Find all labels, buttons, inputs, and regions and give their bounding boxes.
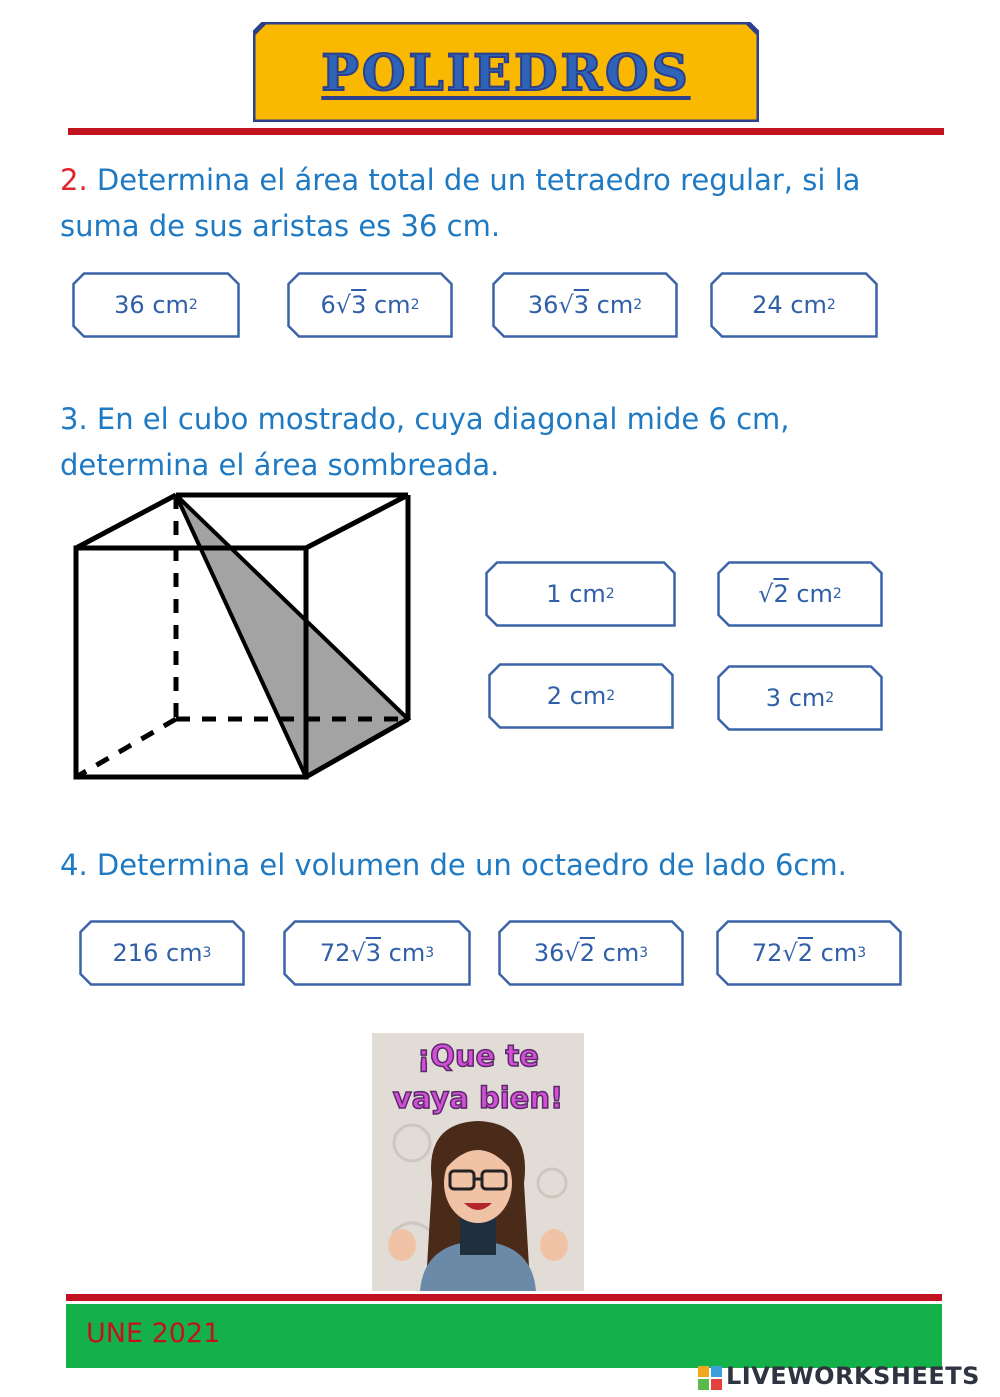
q3-option-3-label: 2 cm 2	[546, 682, 616, 710]
question-2-line1: Determina el área total de un tetraedro regular, si la	[96, 163, 861, 197]
question-2-line2: suma de sus aristas es 36 cm.	[60, 209, 501, 243]
top-divider	[68, 128, 944, 135]
q3-option-2-label: √ 2 cm 2	[758, 580, 842, 608]
liveworksheets-logo-icon	[698, 1366, 722, 1390]
sticker-line2: vaya bien!	[392, 1081, 564, 1115]
footer-text: UNE 2021	[86, 1318, 221, 1349]
title-banner	[253, 22, 759, 122]
question-2-number: 2.	[60, 163, 88, 197]
question-2	[60, 157, 960, 249]
q3-option-4[interactable]	[717, 665, 883, 731]
q4-option-3-label: 36 √ 2 cm 3	[533, 939, 649, 967]
q4-option-4[interactable]	[716, 920, 902, 986]
shaded-triangle	[176, 495, 408, 777]
q4-option-2-label: 72 √ 3 cm 3	[319, 939, 435, 967]
q2-option-4-label: 24 cm 2	[752, 291, 836, 319]
q4-option-4-label: 72 √ 2 cm 3	[751, 939, 867, 967]
question-3	[60, 396, 960, 488]
q3-option-4-label: 3 cm 2	[765, 684, 835, 712]
q2-option-3[interactable]	[492, 272, 678, 338]
question-3-line1: 3. En el cubo mostrado, cuya diagonal mide 6 cm,	[60, 402, 790, 436]
q3-option-2[interactable]	[717, 561, 883, 627]
q2-option-2-label: 6 √ 3 cm 2	[320, 291, 420, 319]
q3-option-3[interactable]	[488, 663, 674, 729]
q4-option-3[interactable]	[498, 920, 684, 986]
q3-option-1-label: 1 cm 2	[546, 580, 615, 608]
page-title: POLIEDROS	[321, 42, 691, 102]
q2-option-4[interactable]	[710, 272, 878, 338]
q4-option-2[interactable]	[283, 920, 471, 986]
bottom-divider	[66, 1294, 942, 1301]
brand-name: LIVEWORKSHEETS	[726, 1362, 980, 1390]
cube-figure	[60, 485, 430, 795]
question-3-line2: determina el área sombreada.	[60, 448, 500, 482]
question-4	[60, 842, 960, 888]
q2-option-1-label: 36 cm 2	[114, 291, 198, 319]
q2-option-2[interactable]	[287, 272, 453, 338]
question-4-line1: 4. Determina el volumen de un octaedro de lado 6cm.	[60, 848, 847, 882]
sticker-line1: ¡Que te	[417, 1039, 539, 1073]
hidden-edge	[76, 719, 176, 777]
q4-option-1-label: 216 cm 3	[112, 939, 212, 967]
q2-option-3-label: 36 √ 3 cm 2	[527, 291, 643, 319]
q3-option-1[interactable]	[485, 561, 676, 627]
q4-option-1[interactable]	[79, 920, 245, 986]
goodluck-sticker	[372, 1033, 584, 1291]
q2-option-1[interactable]	[72, 272, 240, 338]
